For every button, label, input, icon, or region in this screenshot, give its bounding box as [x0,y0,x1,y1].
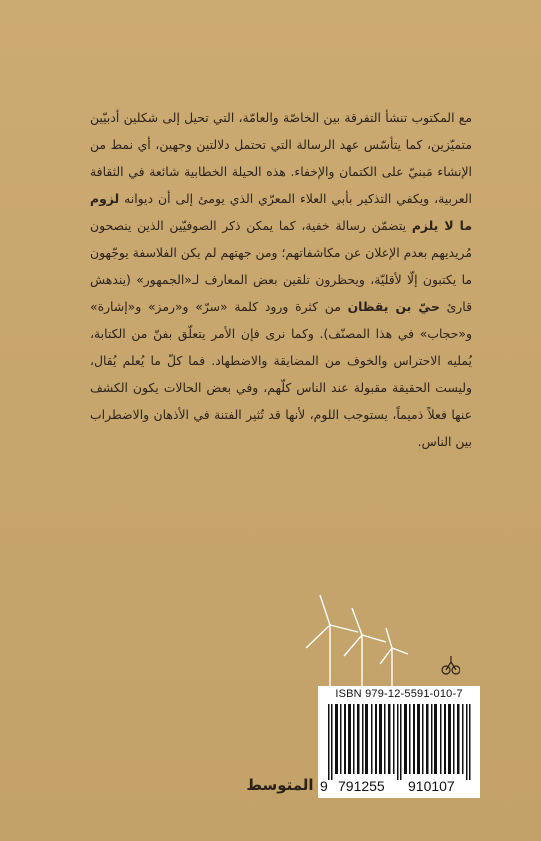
book-title-hayy: حيّ بن يقظان [347,299,440,314]
book-title-luzum: لزوم ما لا يلزم [90,191,472,233]
blurb-text-2: يتضمّن رسالة خفية، كما يمكن ذكر الصوفيّين الذين ينصحون مُريديهم بعدم الإعلان عن مكاشفاتهم؛ ومن جهتهم لم يكن الفلاسفة يوجّهون ما يكتبون إلّا لأقليّة، ويحظرون تلقين بعض المعارف لـ«الجمهور» (يندهش قارئ [90,218,472,314]
barcode-bars [326,704,476,780]
blurb-text-1: مع المكتوب تنشأ التفرقة بين الخاصّة والعامّة، التي تحيل إلى شكلين أدبيّين متميّزين، كما يتأسّس عهد الرسالة التي تحتمل دلالتين وجهين، أي نمط من الإنشاء مَبنيّ على الكتمان والإخفاء. هذه الحيلة الخطابية شائعة في الثقافة العربية، ويكفي التذكير بأبي العلاء المعرّي الذي يومئ إلى أن ديوانه [90,110,472,206]
isbn-barcode [318,686,480,798]
barcode-digit-group-1: 791255 [338,778,385,794]
barcode-digit-group-2: 910107 [408,778,455,794]
back-cover-blurb [90,104,472,455]
isbn-number: ISBN 979-12-5591-010-7 [335,688,463,700]
barcode-lead-digit: 9 [320,778,328,794]
blurb-text-3: من كثرة ورود كلمة «سرّ» و«رمز» و«إشارة» و«حجاب» في هذا المصنّف). وكما نرى فإن الأمر يتعلّق بفنّ من الكتابة، يُمليه الاحتراس والخوف من المضايقة والاضطهاد. فما كلّ ما يُعلم يُقال، وليست الحقيقة مقبولة عند الناس كلّهم، وفي بعض الحالات يكون الكشف عنها فعلاً ذميماً، يستوجب اللوم، لأنها قد تُثير الفتنة في الأذهان والاضطراب بين الناس. [90,299,472,449]
blurb-paragraph [90,104,472,455]
windmills-illustration [300,590,460,700]
publisher-logo: المتوسط [246,776,314,794]
